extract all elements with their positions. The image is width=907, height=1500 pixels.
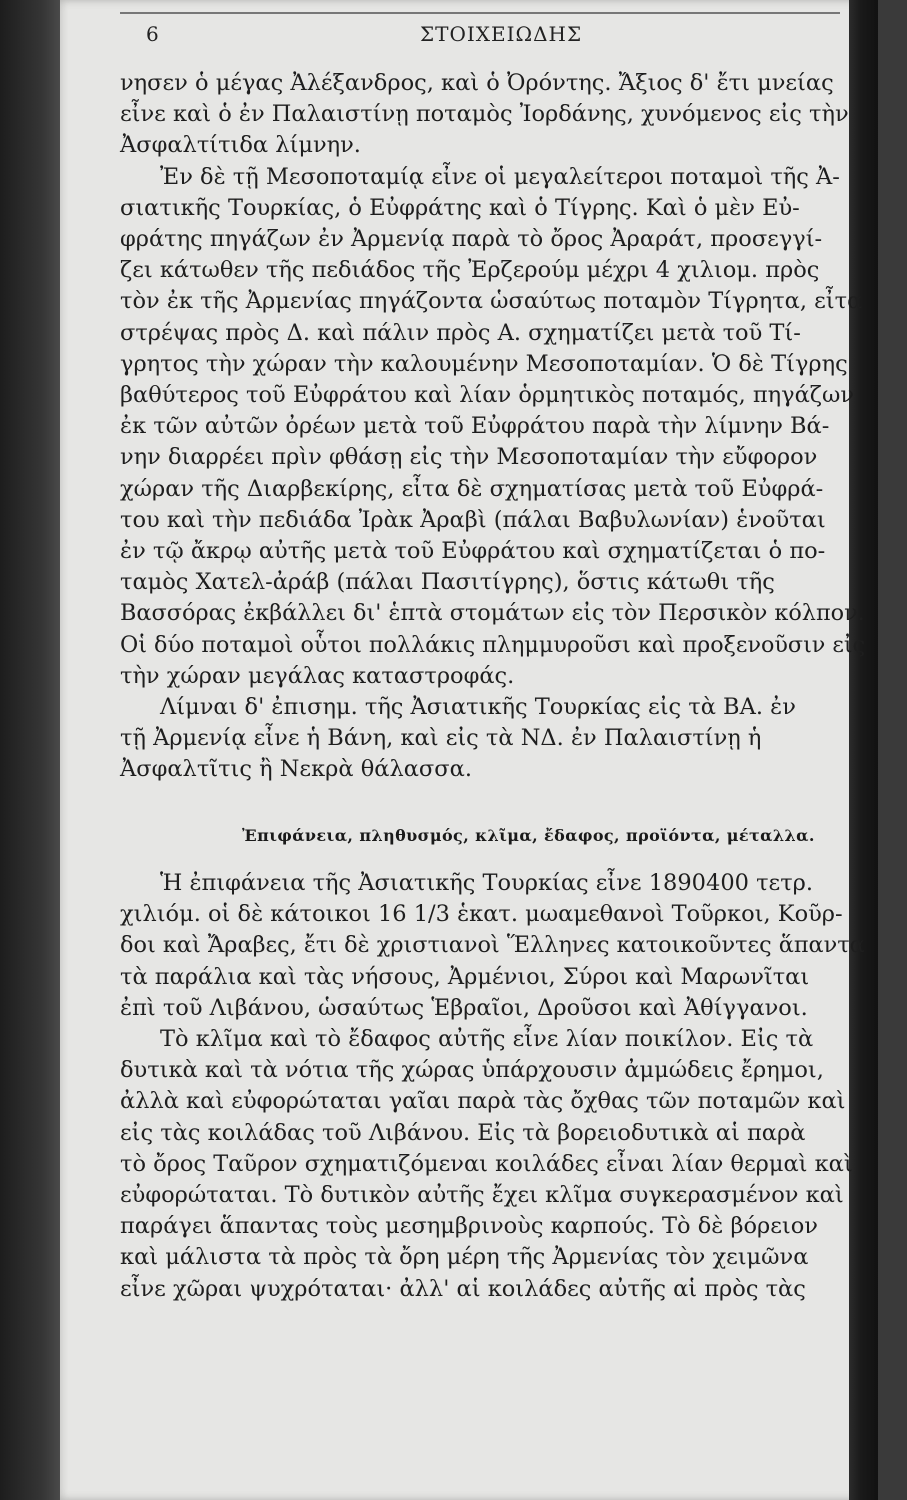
text-line: φράτης πηγάζων ἐν Ἀρμενίᾳ παρὰ τὸ ὄρος Ἀραράτ, προσεγγί- [120,226,823,253]
section-heading: Ἐπιφάνεια, πληθυσμός, κλῖμα, ἔδαφος, προϊόντα, μέταλλα. [242,826,815,845]
text-line: δοι καὶ Ἄραβες, ἔτι δὲ χριστιανοὶ Ἕλληνες κατοικοῦντες ἅπαντα [120,932,865,959]
body-text-top [120,68,865,786]
text-line: νησεν ὁ μέγας Ἀλέξανδρος, καὶ ὁ Ὀρόντης. Ἄξιος δ' ἔτι μνείας [120,70,834,96]
body-text-bottom [120,868,865,1305]
text-line: εὐφορώταται. Τὸ δυτικὸν αὐτῆς ἔχει κλῖμα συγκερασμένον καὶ [120,1182,844,1209]
text-line: εἶνε χῶραι ψυχρόταται· ἀλλ' αἱ κοιλάδες αὐτῆς αἱ πρὸς τὰς [120,1275,806,1302]
text-line: τὸ ὄρος Ταῦρον σχηματιζόμεναι κοιλάδες εἶναι λίαν θερμαὶ καὶ [120,1150,853,1177]
running-head: ΣΤΟΙΧΕΙΩΔΗΣ [420,22,583,46]
page-number: 6 [146,22,159,46]
text-line: βαθύτερος τοῦ Εὐφράτου καὶ λίαν ὁρμητικὸς ποταμός, πηγάζων [120,382,855,409]
text-line: ἐπὶ τοῦ Λιβάνου, ὡσαύτως Ἑβραῖοι, Δροῦσοι καὶ Ἀθίγγανοι. [120,994,808,1021]
text-line: Ἀσφαλτῖτις ἢ Νεκρὰ θάλασσα. [120,756,472,783]
text-line: νην διαρρέει πρὶν φθάσῃ εἰς τὴν Μεσοποταμίαν τὴν εὔφορον [120,444,818,471]
text-line: εἶνε καὶ ὁ ἐν Παλαιστίνῃ ποταμὸς Ἰορδάνης, χυνόμενος εἰς τὴν [120,101,849,128]
text-line: Οἱ δύο ποταμοὶ οὗτοι πολλάκις πλημμυροῦσι καὶ προξενοῦσιν εἰς [120,631,866,658]
text-line: τὸν ἐκ τῆς Ἀρμενίας πηγάζοντα ὡσαύτως ποταμὸν Τίγρητα, εἶτα [120,288,863,315]
text-line: ἐν τῷ ἄκρῳ αὐτῆς μετὰ τοῦ Εὐφράτου καὶ σχηματίζεται ὁ πο- [120,538,826,565]
text-line: στρέψας πρὸς Δ. καὶ πάλιν πρὸς Α. σχηματίζει μετὰ τοῦ Τί- [120,319,801,346]
text-line: ἐκ τῶν αὐτῶν ὀρέων μετὰ τοῦ Εὐφράτου παρὰ τὴν λίμνην Βά- [120,413,830,440]
text-line: τὴν χώραν μεγάλας καταστροφάς. [120,662,515,689]
text-line: παράγει ἅπαντας τοὺς μεσημβρινοὺς καρπούς. Τὸ δὲ βόρειον [120,1213,818,1240]
text-line: τῇ Ἀρμενίᾳ εἶνε ἡ Βάνη, καὶ εἰς τὰ ΝΔ. ἐν Παλαιστίνῃ ἡ [120,725,762,752]
facing-page-edge [0,0,60,1500]
text-line: γρητος τὴν χώραν τὴν καλουμένην Μεσοποταμίαν. Ὁ δὲ Τίγρης [120,350,848,377]
text-line: Ἐν δὲ τῇ Μεσοποταμίᾳ εἶνε οἱ μεγαλείτεροι ποταμοὶ τῆς Ἀ- [160,163,840,190]
text-line: εἰς τὰς κοιλάδας τοῦ Λιβάνου. Εἰς τὰ βορειοδυτικὰ αἱ παρὰ [120,1119,806,1146]
text-line: Βασσόρας ἐκβάλλει δι' ἑπτὰ στομάτων εἰς τὸν Περσικὸν κόλπον. [120,600,865,627]
text-line: του καὶ τὴν πεδιάδα Ἰρὰκ Ἀραβὶ (πάλαι Βαβυλωνίαν) ἑνοῦται [120,506,826,533]
text-line: σιατικῆς Τουρκίας, ὁ Εὐφράτης καὶ ὁ Τίγρης. Καὶ ὁ μὲν Εὐ- [120,194,800,221]
text-line: καὶ μάλιστα τὰ πρὸς τὰ ὄρη μέρη τῆς Ἀρμενίας τὸν χειμῶνα [120,1244,809,1271]
text-line: Ἀσφαλτίτιδα λίμνην. [120,132,361,159]
text-line: Ἡ ἐπιφάνεια τῆς Ἀσιατικῆς Τουρκίας εἶνε 1890400 τετρ. [160,870,814,896]
text-line: ζει κάτωθεν τῆς πεδιάδος τῆς Ἐρζερούμ μέχρι 4 χιλιομ. πρὸς [120,257,820,284]
text-line: τὰ παράλια καὶ τὰς νήσους, Ἀρμένιοι, Σύροι καὶ Μαρωνῖται [120,963,810,990]
text-line: δυτικὰ καὶ τὰ νότια τῆς χώρας ὑπάρχουσιν ἀμμώδεις ἔρημοι, [120,1057,824,1084]
text-line: ἀλλὰ καὶ εὐφορώταται γαῖαι παρὰ τὰς ὄχθας τῶν ποταμῶν καὶ [120,1088,846,1115]
header-rule [120,12,840,14]
text-line: Λίμναι δ' ἐπισημ. τῆς Ἀσιατικῆς Τουρκίας εἰς τὰ ΒΑ. ἐν [160,694,796,721]
text-line: ταμὸς Χατελ-ἀράβ (πάλαι Πασιτίγρης), ὅστις κάτωθι τῆς [120,569,775,596]
text-line: χώραν τῆς Διαρβεκίρης, εἶτα δὲ σχηματίσας μετὰ τοῦ Εὐφρά- [120,475,824,502]
text-line: χιλιόμ. οἱ δὲ κάτοικοι 16 1/3 ἑκατ. μωαμεθανοὶ Τοῦρκοι, Κοῦρ- [120,901,843,928]
text-line: Τὸ κλῖμα καὶ τὸ ἔδαφος αὐτῆς εἶνε λίαν ποικίλον. Εἰς τὰ [160,1026,814,1053]
